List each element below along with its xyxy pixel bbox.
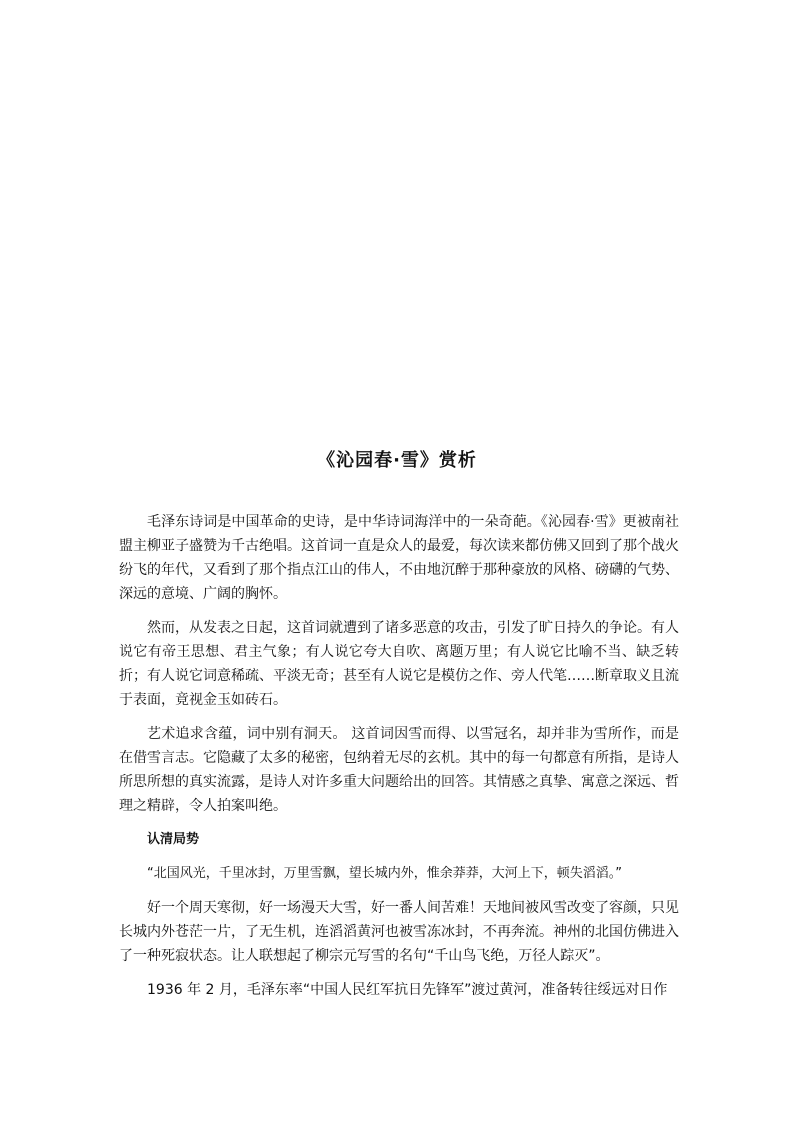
paragraph-intro: 毛泽东诗词是中国革命的史诗，是中华诗词海洋中的一朵奇葩。《沁园春·雪》更被南社盟主柳亚子盛赞为千古绝唱。这首词一直是众人的最爱，每次读来都仿佛又回到了那个战火纷飞的年代，又看到了那个指点江山的伟人，不由地沉醉于那种豪放的风格、磅礴的气势、深远的意境、广阔的胸怀。 bbox=[119, 514, 679, 602]
paragraph-history: 1936 年 2 月，毛泽东率“中国人民红军抗日先锋军”渡过黄河，准备转往绥远对日作 bbox=[147, 982, 668, 998]
document-body bbox=[119, 510, 679, 1012]
paragraph-controversy: 然而，从发表之日起，这首词就遭到了诸多恶意的攻击，引发了旷日持久的争论。有人说它有帝王思想、君主气象；有人说它夸大自吹、离题万里；有人说它比喻不当、缺乏转折；有人说它词意稀疏、平淡无奇；甚至有人说它是模仿之作、旁人代笔……断章取义且流于表面，竟视金玉如砖石。 bbox=[119, 620, 679, 708]
section-heading: 认清局势 bbox=[147, 832, 200, 847]
paragraph-analysis: 好一个周天寒彻，好一场漫天大雪，好一番人间苦难！天地间被风雪改变了容颜，只见长城内外苍茫一片，了无生机，连滔滔黄河也被雪冻冰封，不再奔流。神州的北国仿佛进入了一种死寂状态。让人联想起了柳宗元写雪的名句“千山鸟飞绝，万径人踪灭”。 bbox=[119, 900, 679, 964]
document-title: 《沁园春·雪》赏析 bbox=[317, 450, 477, 471]
paragraph-art: 艺术追求含蕴，词中别有洞天。 这首词因雪而得、以雪冠名，却并非为雪所作，而是在借雪言志。它隐藏了太多的秘密，包纳着无尽的玄机。其中的每一句都意有所指，是诗人所思所想的真实流露，是诗人对许多重大问题给出的回答。其情感之真挚、寓意之深远、哲理之精辟，令人拍案叫绝。 bbox=[119, 726, 679, 814]
poem-quote: “北国风光，千里冰封，万里雪飘，望长城内外，惟余莽莽，大河上下，顿失滔滔。” bbox=[147, 866, 622, 881]
